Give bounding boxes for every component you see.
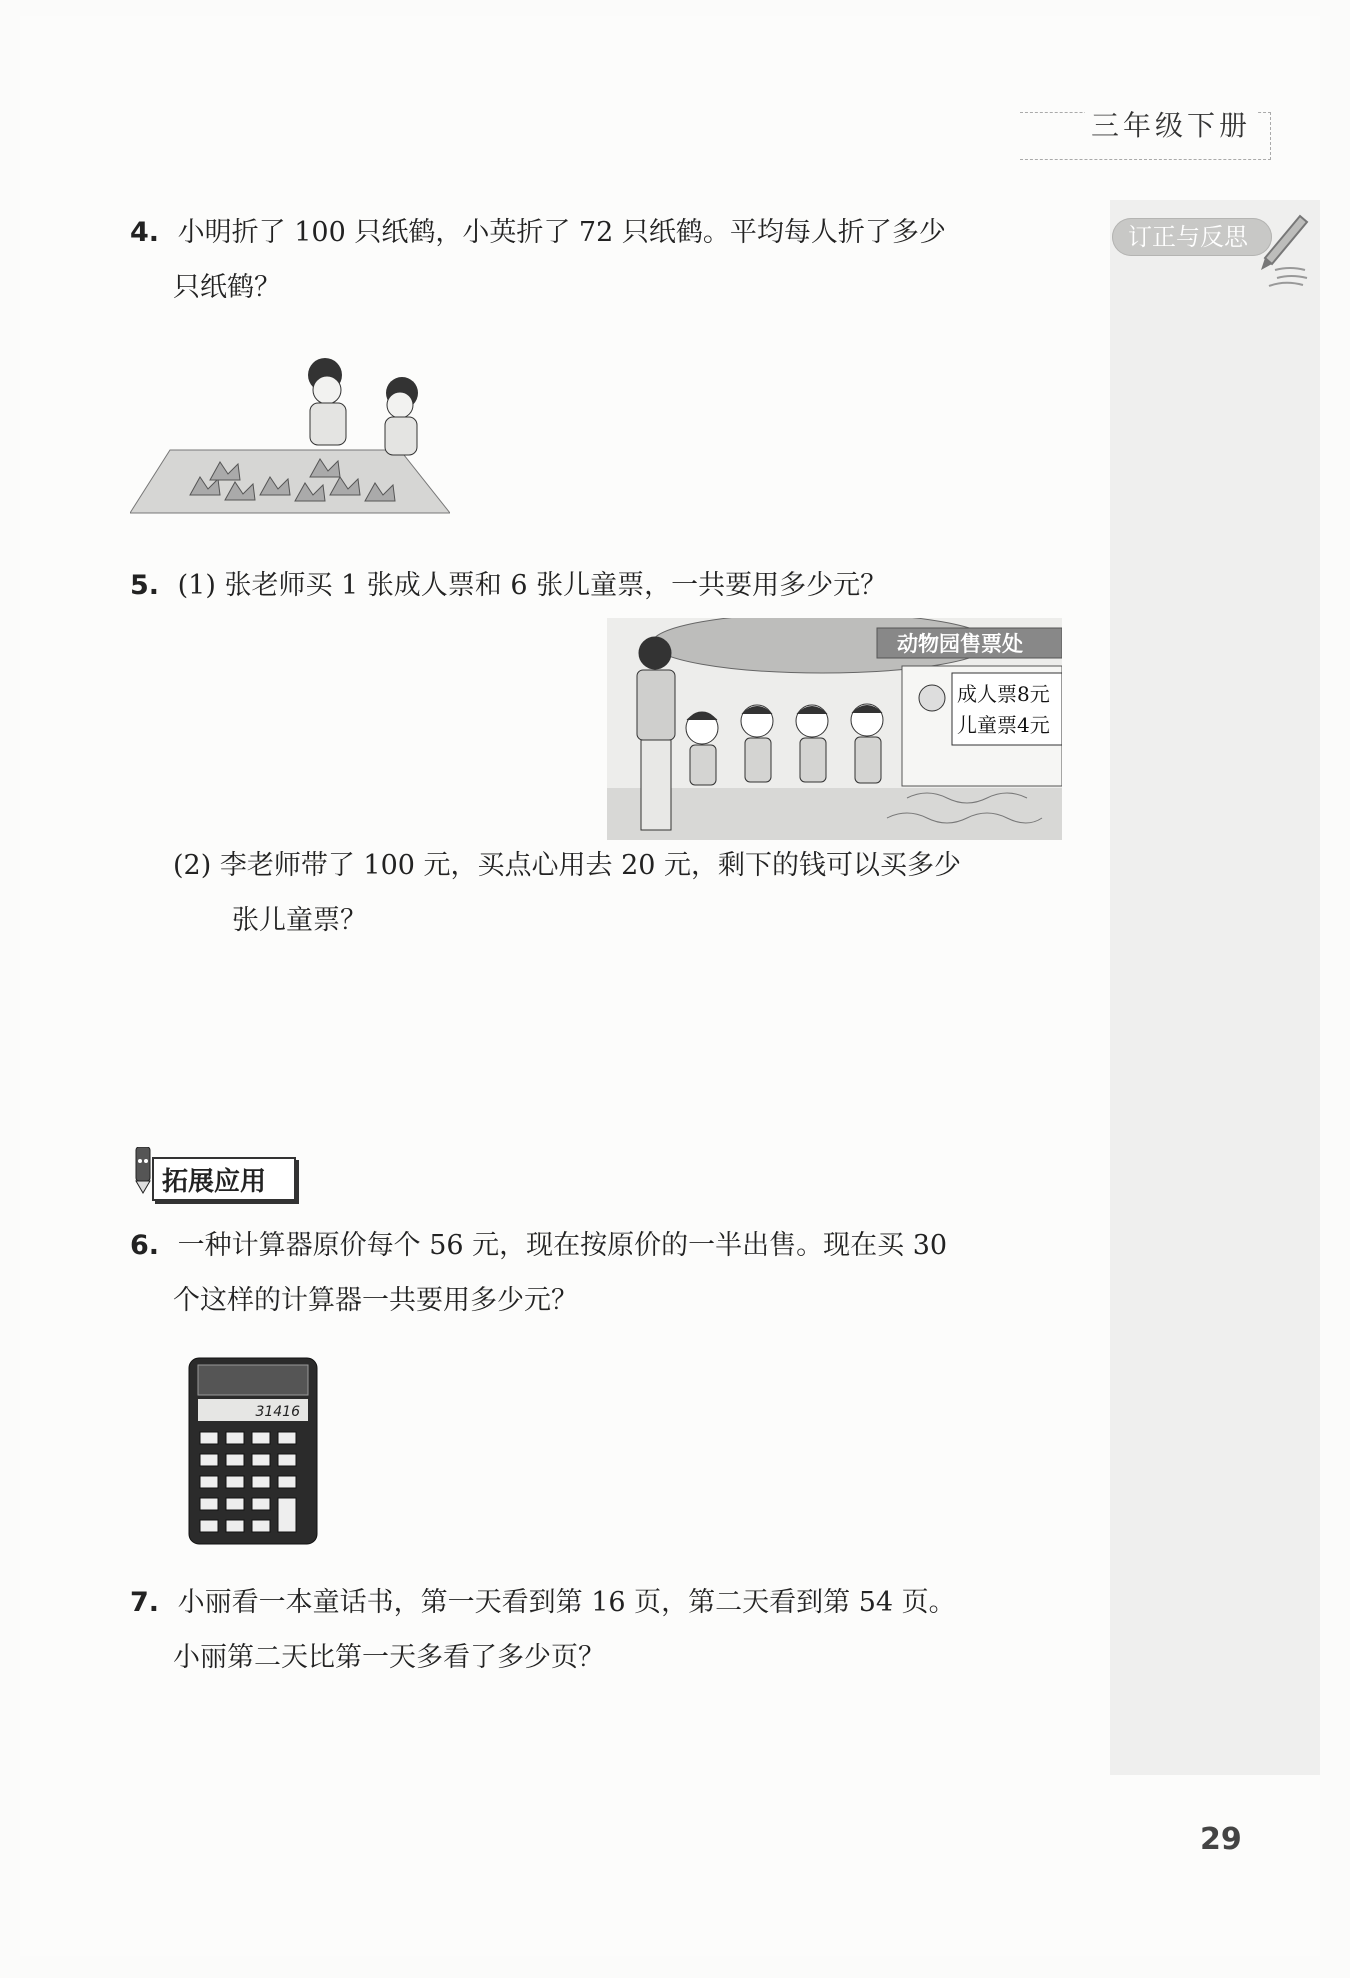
calculator-display: 31416 <box>255 1404 300 1420</box>
question-6-line2: 个这样的计算器一共要用多少元？ <box>173 1285 578 1316</box>
question-number: 5. <box>130 570 160 601</box>
question-number: 6. <box>130 1230 160 1261</box>
reflection-badge: 订正与反思 <box>1112 218 1272 256</box>
question-number: 7. <box>130 1587 160 1618</box>
adult-ticket-price: 成人票8元 <box>957 682 1050 706</box>
paper-cranes-illustration <box>130 355 450 515</box>
question-6 <box>130 1218 947 1274</box>
question-4 <box>130 205 946 261</box>
question-5-part-2-line2: 张儿童票？ <box>232 905 367 936</box>
grade-title: 三年级下册 <box>1085 104 1257 144</box>
calculator-illustration <box>188 1357 318 1545</box>
reflection-margin-column <box>1110 200 1320 1775</box>
question-text: 一种计算器原价每个 56 元，现在按原价的一半出售。现在买 30 <box>177 1230 948 1261</box>
question-text: 小明折了 100 只纸鹤，小英折了 72 只纸鹤。平均每人折了多少 <box>177 217 946 248</box>
question-text: 小丽看一本童话书，第一天看到第 16 页，第二天看到第 54 页。 <box>177 1587 956 1618</box>
question-7 <box>130 1575 956 1631</box>
pencil-icon <box>1255 208 1315 288</box>
question-part-1: (1) 张老师买 1 张成人票和 6 张儿童票，一共要用多少元？ <box>177 570 888 601</box>
question-number: 4. <box>130 217 160 248</box>
question-4-line2: 只纸鹤？ <box>173 272 281 303</box>
question-5-part-2: (2) 李老师带了 100 元，买点心用去 20 元，剩下的钱可以买多少 <box>173 850 962 881</box>
page-number: 29 <box>1200 1822 1242 1857</box>
question-5 <box>130 558 887 614</box>
question-7-line2: 小丽第二天比第一天多看了多少页？ <box>173 1642 605 1673</box>
zoo-ticket-office-illustration <box>607 618 1062 840</box>
child-ticket-price: 儿童票4元 <box>957 713 1050 737</box>
section-title: 拓展应用 <box>162 1167 267 1197</box>
ticket-office-sign: 动物园售票处 <box>897 632 1023 656</box>
